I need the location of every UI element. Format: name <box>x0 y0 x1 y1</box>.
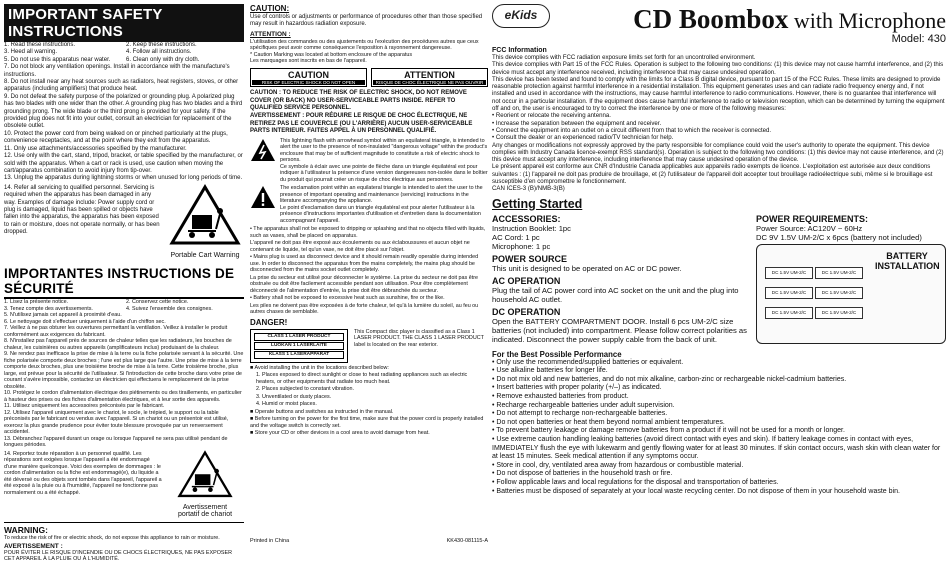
safety-bullets <box>250 226 488 316</box>
list-item: • Batteries must be disposed of separately at your local waste recycling center. Do not dispose of them in your household waste bin. <box>492 488 946 497</box>
dc-operation-text: Open the BATTERY COMPARTMENT DOOR. Install 6 pcs UM-2/C size batteries (not included) into compartment. Please follow correct polarities as indicated. Disconnect the power supply cable from the back of unit. <box>492 316 747 344</box>
laser-text: This Compact disc player is classified as a Class 1 LASER PRODUCT. THE CLASS 1 LASER PRODUCT label is located on the rear exterior. <box>354 328 484 348</box>
list-item <box>126 312 244 319</box>
lightning-symbol-note <box>250 138 488 184</box>
list-item: 5. Do not use this apparatus near water. <box>4 56 111 63</box>
list-item: 2. Conservez cette notice. <box>126 299 189 306</box>
cart-caption-fr: Avertissement <box>182 503 228 511</box>
list-item: 14. Refer all servicing to qualified personnel. Servicing is required when the apparatus has been damaged in any way. Examples of damage include: Power supply cord or plug is damaged, liquid has been spilled or objects have fallen into the apparatus, the apparatus has been exposed to rain or moisture, does not operate normally, or has been dropped. <box>4 184 160 236</box>
list-item: • Mains plug is used as disconnect device and it should remain readily operable during intended use. In order to disconnect the apparatus from the mains completely, the mains plug should be disconnected from the mains socket outlet completely. <box>250 254 479 274</box>
dc-operation-heading: DC OPERATION <box>492 306 561 317</box>
caution-label-title: ATTENTION <box>404 69 455 80</box>
list-item: • Recharge rechargeable batteries under adult supervision. <box>492 402 946 411</box>
laser-label-line: CLASS 1 LASER PRODUCT <box>254 333 344 341</box>
power-requirement-ac: Power Source: AC120V ~ 60Hz <box>756 223 863 233</box>
power-requirements-heading: POWER REQUIREMENTS: <box>756 213 869 224</box>
product-title <box>633 4 946 35</box>
product-title-main: CD Boombox <box>633 4 789 34</box>
safety-column <box>4 4 244 563</box>
power-source-heading: POWER SOURCE <box>492 253 568 264</box>
list-item: La prise du secteur est utilisé pour déconnecter le système. La prise du secteur ne doit pas être obstruée ou doit être facilement accessible pendant son utilisation. Pour être complètement déconnecté de l'alimentation d'entrée, la prise doit être débranchée du secteur. <box>250 274 479 294</box>
list-item: 6. Le nettoyage doit s'effectuer uniquement à l'aide d'un chiffon sec. <box>4 318 166 325</box>
caution-label-en <box>250 68 367 87</box>
list-item: 7. Veillez à ne pas obturer les ouvertures permettant la ventilation. Veillez à installer le produit conformément aux exigences du fabricant. <box>4 325 228 338</box>
lightning-text-en: This lightning flash with arrowhead symbol within an equilateral triangle, is intended to alert the user to the presence of non-insulated "dangerous voltage" within the product's enclosure that may be of sufficient magnitude to constitute a risk of electric shock to persons. <box>280 137 488 164</box>
list-item: Les piles ne doivent pas être exposées à de forte chaleur, tel qu'à la lumière du soleil, au feu ou autres chases de semblable. <box>250 302 479 316</box>
caution-label-sub: RISK OF ELECTRIC SHOCK DO NOT OPEN <box>252 80 365 85</box>
list-item: 12. Use only with the cart, stand, tripod, bracket, or table specified by the manufacturer, or sold with the apparatus. When a cart or rack is used, use caution when moving the cart/apparatus combination to avoid injury from tip-over. <box>4 153 243 174</box>
caution-label-fr <box>371 68 488 87</box>
list-item: • Connect the equipment into an outlet on a circuit different from that to which the receiver is connected. <box>492 126 772 134</box>
print-footer <box>250 538 488 544</box>
list-item: 2. Places subjected to constant vibration. <box>256 386 354 393</box>
caution-label-title: CAUTION <box>288 69 329 80</box>
attention-text: L'utilisation des commandes ou des ajustements ou l'exécution des procédures autres que ceux spécifiques peut avoir comme conséquence l'exposition à rayonnement dangereuse. <box>250 38 479 52</box>
ac-operation-heading: AC OPERATION <box>492 275 561 286</box>
list-item: ■ Avoid installing the unit in the locations described below: <box>250 364 389 371</box>
exclamation-triangle-icon <box>250 185 276 209</box>
list-item: Microphone: 1 pc <box>492 241 551 251</box>
lightning-triangle-icon <box>250 138 276 162</box>
list-item: 5. N'utilisez jamais cet appareil à proximité d'eau. <box>4 312 122 319</box>
list-item: 2. Keep these instructions. <box>126 42 197 48</box>
list-item: 1. Places exposed to direct sunlight or close to heat radiating appliances such as electric heaters, or other equipments that radiate too much heat. <box>256 372 468 385</box>
list-item: 4. Humid or moist places. <box>256 401 317 408</box>
fcc-paragraph: Any changes or modifications not expressly approved by the party responsible for compliance could void the user's authority to operate the equipment. This device complies with Industry Canada licence-exempt RSS standard(s). Operation is subject to the following two conditions: (1) this device may not cause interference, and (2) this device must accept any interference, including interference that may cause undesired operation of the device. <box>492 141 944 164</box>
fcc-heading: FCC Information <box>492 47 547 54</box>
list-item: • Reorient or relocate the receiving antenna. <box>492 112 612 120</box>
list-item: • The apparatus shall not be exposed to dripping or splashing and that no objects filled with liquids, such as vases, shall be placed on apparatus. <box>250 226 486 239</box>
avertissement-text: POUR ÉVITER LE RISQUE D'INCENDIE OU DE CHOCS ÉLECTRIQUES, NE PAS EXPOSER CET APPAREIL À LA PLUIE OU À L'HUMIDITÉ. <box>4 549 232 563</box>
exclamation-text-en: The exclamation point within an equilateral triangle is intended to alert the user to the presence of important operating and maintenance (servicing) instructions in the literature accompanying the appliance. <box>280 185 483 205</box>
list-item: 9. Ne rendez pas inefficace la prise de mise à la terre ou la fiche polarisée servant à la sécurité. Une fiche polarisée comporte deux broches ; l'une est plus large que l'autre. Une prise de mise à la terre comporte deux broches, plus une troisième broche de mise à la terre. Cette troisième broche, plus large, est prévue pour la sécurité de l'utilisateur. Si l'introduction de cette broche dans votre prise de courant s'avère impossible, contactez un électricien qui effectuera le remplacement de la prise obsolète. <box>4 351 244 390</box>
list-item: • Increase the separation between the equipment and receiver. <box>492 119 662 127</box>
power-requirements <box>756 211 946 344</box>
getting-started-heading: Getting Started <box>492 196 583 211</box>
cart-warning-icon <box>170 451 240 499</box>
safety-title-fr: IMPORTANTES INSTRUCTIONS DE SÉCURITÉ <box>4 265 244 299</box>
printed-in: Printed in China <box>250 538 290 544</box>
list-item: ■ Store your CD or other devices in a cool area to avoid damage from heat. <box>250 430 430 437</box>
list-item: 1. Read these instructions. <box>4 42 76 48</box>
list-item: L'appareil ne doit pas être exposé aux écoulements ou aux éclaboussures et aucun objet ne contenant de liquide, tel qu'un vase, ne doit être placé sur l'objet. <box>250 240 470 253</box>
caution-column <box>250 4 488 546</box>
product-header <box>492 4 946 35</box>
safety-list-en <box>4 64 244 183</box>
operation-notes <box>492 211 748 344</box>
best-performance-heading: For the Best Possible Performance <box>492 349 622 359</box>
list-item: 13. Débranchez l'appareil durant un orage ou lorsque l'appareil ne sera pas utilisé pendant de longues périodes. <box>4 435 228 449</box>
battery-cell: DC 1.5V UM-2/C <box>765 287 813 299</box>
battery-cell: DC 1.5V UM-2/C <box>815 307 863 319</box>
list-item: 11. Utilisez uniquement les accessoires préconisés par le fabricant. <box>4 403 165 410</box>
servicing-note-fr <box>4 451 244 519</box>
list-item: • Do not open batteries or heat them beyond normal ambient temperatures. <box>492 419 946 428</box>
list-item: Instruction Booklet: 1pc <box>492 223 571 233</box>
accessories-list <box>492 224 748 251</box>
list-item: • Battery shall not be exposed to excessive heat such as sunshine, fire or the like. <box>250 295 445 302</box>
caution-text: Use of controls or adjustments or performance of procedures other than those specified may result in hazardous radiation exposure. <box>250 14 483 28</box>
best-performance-list <box>492 359 946 497</box>
list-item: • Do not attempt to recharge non-rechargeable batteries. <box>492 410 946 419</box>
list-item: 6. Clean only with dry cloth. <box>126 56 200 63</box>
lightning-text <box>280 138 488 184</box>
cart-figure-fr <box>166 451 244 519</box>
battery-cell: DC 1.5V UM-2/C <box>815 267 863 279</box>
laser-notice <box>250 329 488 363</box>
avertissement-heading: AVERTISSEMENT : <box>4 542 63 550</box>
list-item: • Use extreme caution handling leaking batteries (avoid direct contact with eyes and skin). If battery leakage comes in contact with eyes, IMMEDIATELY flush the eye with lukewarm and gently flowing water for at least 30 minutes. If skin contact occurs, wash skin with clean water for at least 15 minutes. Seek medical attention if any symptoms occur. <box>492 436 946 462</box>
fcc-paragraph: This device has been tested and found to comply with the limits for a Class B digital device, pursuant to part 15 of the FCC Rules. These limits are designed to provide reasonable protection against harmful interference in a residential installation. This equipment generates uses and can radiate radio frequency energy and, if not installed and used in accordance with the instructions, may cause harmful interference to radio communications. However, there is no guarantee that interference will not occur in a particular installation. If the equipment does cause harmful interference to radio or television reception, which can be determined by turning the equipment off and on, the user is encouraged to try to correct the interference by one or more of the following measures: <box>492 75 945 113</box>
list-item: • Use alkaline batteries for longer life. <box>492 367 946 376</box>
fcc-paragraph: This device complies with FCC radiation exposure limits set forth for an uncontrolled environment. <box>492 54 756 61</box>
caution-shock-text: CAUTION : TO REDUCE THE RISK OF ELECTRIC SHOCK, DO NOT REMOVE COVER (OR BACK) NO USER-SERVICEABLE PARTS INSIDE. REFER TO QUALIFIED SERVICE PERSONNEL. <box>250 90 467 112</box>
getting-started-section <box>492 211 946 344</box>
list-item: • Consult the dealer or an experienced radio/TV technician for help. <box>492 134 674 142</box>
ekids-logo: eKids <box>492 4 550 28</box>
print-code: KK430-081115-A <box>446 538 488 544</box>
cart-caption-fr: portatif de chariot <box>177 511 233 519</box>
list-item: • Follow applicable laws and local regulations for the disposal and transportation of batteries. <box>492 479 946 488</box>
battery-cell: DC 1.5V UM-2/C <box>765 267 813 279</box>
list-item: 1. Lisez la présente notice. <box>4 299 69 306</box>
list-item: 4. Suivez l'ensemble des consignes. <box>126 305 213 312</box>
fcc-paragraph: Le présent appareil est conforme aux CNR d'Industrie Canada applicables aux appareils radio exempts de licence. L'exploitation est autorisée aux deux conditions suivantes : (1) l'appareil ne doit pas produire de brouillage, et (2) l'utilisateur de l'appareil doit accepter tout brouillage radioélectrique subi, même si le brouillage est susceptible d'en compromettre le fonctionnement. <box>492 163 933 186</box>
list-item: AC Cord: 1 pc <box>492 232 540 242</box>
list-item: 8. Do not install near any heat sources such as radiators, heat registers, stoves, or other apparatus (including amplifiers) that produce heat. <box>4 79 239 93</box>
safety-list-fr <box>4 319 244 449</box>
product-title-rest: with Microphone <box>788 8 946 33</box>
list-item: 3. Unventilated or dusty places. <box>256 393 332 400</box>
avertissement-shock-text: AVERTISSEMENT : POUR RÉDUIRE LE RISQUE DE CHOC ÉLECTRIQUE, NE RETIREZ PAS LE COUVERCLE (OU L'ARRIÈRE) AUCUN USER-SERVICEABLE PARTS INTERIEUR. FAITES APPEL À UN PERSONNEL QUALIFIÉ. <box>250 113 473 135</box>
model-number: Model: 430 <box>891 33 946 45</box>
accessories-heading: ACCESSORIES: <box>492 213 561 224</box>
power-requirement-dc: DC 9V 1.5V UM-2/C x 6pcs (battery not included) <box>756 232 922 242</box>
caution-label-sub: RISQUE DE CHOC ÉLECTRIQUE NE PAS OUVRIR <box>373 80 486 85</box>
laser-label-line: LUOKAN 1 LASERLAITE <box>254 342 344 350</box>
list-item: • To prevent battery leakage or damage remove batteries from a product if it will not be used for a month or longer. <box>492 427 946 436</box>
exclamation-text <box>280 185 488 224</box>
danger-heading: DANGER! <box>250 317 288 327</box>
cart-caption-en: Portable Cart Warning <box>170 251 240 259</box>
list-item: 7. Do not block any ventilation openings. Install in accordance with the manufacture's instructions. <box>4 64 230 78</box>
list-item: 3. Tenez compte des avertissements. <box>4 305 93 312</box>
battery-installation-label: BATTERY INSTALLATION <box>875 250 940 271</box>
cart-warning-icon <box>170 185 240 247</box>
safety-list-fr-pairs <box>4 299 244 319</box>
safety-title-en: IMPORTANT SAFETY INSTRUCTIONS <box>4 4 244 42</box>
list-item: • Only use the recommended/supplied batteries or equivalent. <box>492 359 946 368</box>
list-item: • Do not dispose of batteries in the household trash or fire. <box>492 470 946 479</box>
servicing-note-en <box>4 185 244 259</box>
list-item: • Remove exhausted batteries from product. <box>492 393 946 402</box>
safety-list-en-pairs <box>4 42 244 64</box>
laser-label-line: KLASS 1 LASERAPPARAT <box>254 351 344 359</box>
marking-note-fr: Les marquages sont inscrits en bas de l'appareil. <box>250 58 367 65</box>
list-item: 4. Follow all instructions. <box>126 49 192 56</box>
list-item: ■ Operate buttons and switches as instructed in the manual. <box>250 408 394 415</box>
fcc-section <box>492 54 946 193</box>
exclamation-symbol-note <box>250 185 488 224</box>
list-item: 3. Heed all warning. <box>4 49 58 56</box>
danger-list <box>250 365 488 437</box>
caution-heading: CAUTION: <box>250 4 290 13</box>
attention-heading: ATTENTION : <box>250 30 291 38</box>
lightning-text-fr: Ce symbole à éclair avec une pointe de flèche dans un triangle équilatéral est pour indiquer à l'utilisateur la présence d'une version dangereuses non-isolée dans le boîtier du produit qui pourrait créer un risque de choc électrique aux personnes. <box>280 163 488 183</box>
list-item: • Store in cool, dry, ventilated area away from hazardous or combustible material. <box>492 462 946 471</box>
list-item: • Do not mix old and new batteries, and do not mix alkaline, carbon-zinc or rechargeable nickel-cadmium batteries. <box>492 376 946 385</box>
power-source-text: This unit is designed to be operated on AC or DC power. <box>492 263 682 273</box>
ac-operation-text: Plug the tail of AC power cord into AC socket on the unit and the plug into household AC outlet. <box>492 285 739 304</box>
list-item: 10. Protégez le cordon d'alimentation électrique des piétinements ou des tiraillements, en particulier à hauteur des prises ou des fiches d'alimentation électriques, et à leur sortie des appareils. <box>4 390 242 403</box>
laser-label <box>250 329 348 363</box>
list-item: 14. Reportez toute réparation à un personnel qualifié. Les réparations sont exigées lorsque l'appareil a été endommagé d'une manière quelconque. Voici des exemples de dommages : le cordon d'alimentation ou la fiche est endommagé(e), du liquide a été déversé ou des objets sont tombés dans l'appareil, l'appareil a été exposé à la pluie ou à l'humidité, l'appareil ne fonctionne pas normalement ou a été échappé. <box>4 450 162 496</box>
battery-cell: DC 1.5V UM-2/C <box>815 287 863 299</box>
list-item: 13. Unplug the apparatus during lightning storms or when unused for long periods of time. <box>4 175 243 182</box>
list-item: 10. Protect the power cord from being walked on or pinched particularly at the plugs, convenience receptacles, and at the point where they exit from the apparatus. <box>4 130 228 145</box>
list-item: ■ Before turning on the power for the first time, make sure that the power cord is properly installed and the voltage switch is correctly set. <box>250 416 484 429</box>
list-item: • Insert batteries with proper polarity (+/–) as indicated. <box>492 384 946 393</box>
list-item: 11. Only use attachments/accessories specified by the manufacturer. <box>4 145 187 152</box>
list-item: 12. Utilisez l'appareil uniquement avec le chariot, le socle, le trépied, le support ou la table préconisés par le fabricant ou vendus avec l'appareil. Si un chariot ou un présentoir est utilisé, exercez la plus grande prudence pour éviter toute blessure provoquée par un renversement accidentel. <box>4 409 229 436</box>
list-item: 9. Do not defeat the safety purpose of the polarized or grounding plug. A polarized plug has two blades with one wider than the other. A grounding plug has two blades and a third grounding prong. The wide blade or the third prong is provided for your safety. If the provided plug does not fit into your outlet, consult an electrician for replacement of the obsolete outlet. <box>4 93 243 130</box>
battery-cell: DC 1.5V UM-2/C <box>765 307 813 319</box>
fcc-paragraph: CAN ICES-3 (B)/NMB-3(B) <box>492 185 565 193</box>
exclamation-text-fr: Le point d'exclamation dans un triangle équilatéral est pour alerter l'utilisateur à la présence d'instructions importantes d'utilisation et d'entretien dans la documentation accompagnant l'appareil. <box>280 204 481 224</box>
product-column <box>492 4 946 546</box>
battery-installation-diagram <box>756 244 946 344</box>
marking-note-en: * Caution Marking was located at bottom enclosure of the apparatus <box>250 51 413 58</box>
list-item: 8. N'installez pas l'appareil près de sources de chaleur telles que les radiateurs, les bouches de chaleur, les cuisinières ou autres appareils (amplificateurs inclus) produisant de la chaleur. <box>4 338 232 351</box>
cart-figure-en <box>166 185 244 259</box>
warning-text: To reduce the risk of fire or electric shock, do not expose this appliance to rain or moisture. <box>4 535 220 542</box>
caution-labels <box>250 68 488 87</box>
warning-heading: WARNING: <box>4 522 244 535</box>
fcc-paragraph: This device complies with Part 15 of the FCC Rules. Operation is subject to the following two conditions: (1) this device may not cause harmful interference, and (2) this device must accept any interference received, including interference that may cause undesired operation. <box>492 61 944 76</box>
